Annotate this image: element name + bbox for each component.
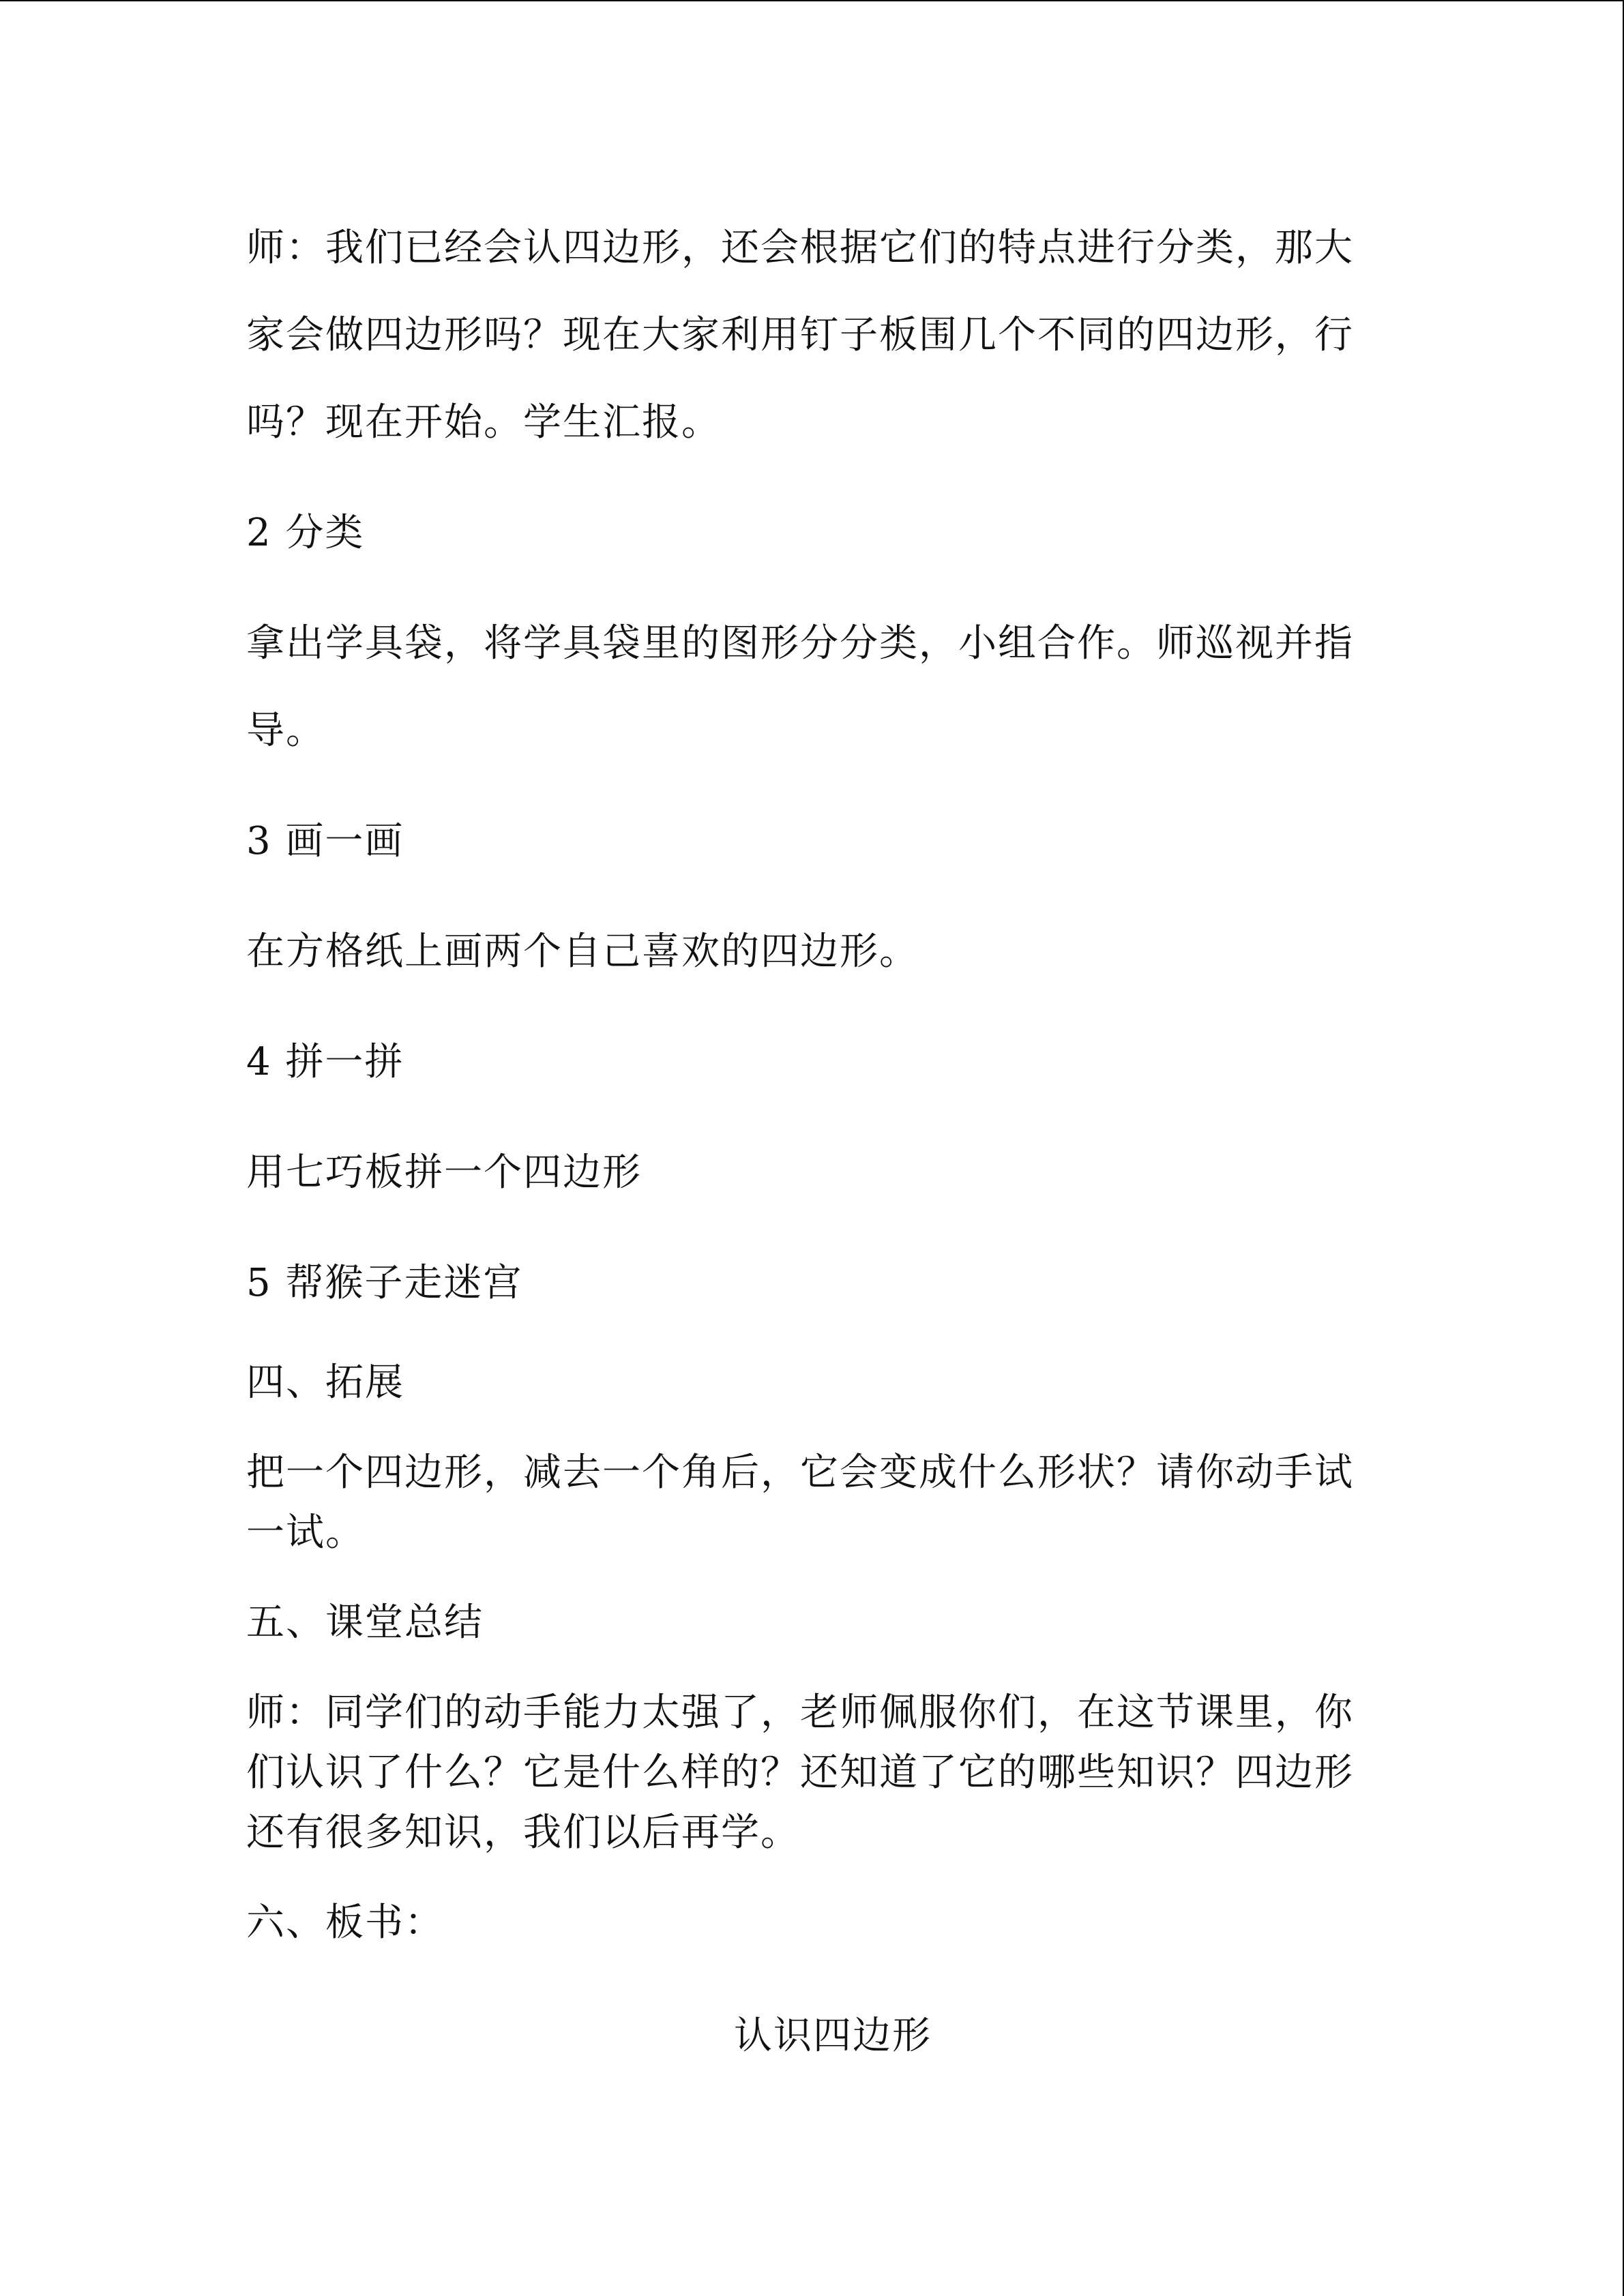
heading-classify: 2 分类 <box>246 511 365 555</box>
paragraph-draw: 在方格纸上画两个自己喜欢的四边形。 <box>246 929 919 974</box>
paragraph-teacher-intro: 师：我们已经会认四边形，还会根据它们的特点进行分类，那大家会做四边形吗？现在大家利用钉子板围几个不同的四边形，行吗？现在开始。学生汇报。 <box>246 226 1354 445</box>
paragraph-summary: 师：同学们的动手能力太强了，老师佩服你们，在这节课里，你们认识了什么？它是什么样的？还知道了它的哪些知识？四边形还有很多知识，我们以后再学。 <box>246 1690 1354 1855</box>
heading-draw: 3 画一画 <box>246 819 404 863</box>
heading-assemble: 4 拼一拼 <box>246 1040 404 1084</box>
paragraph-classify: 拿出学具袋，将学具袋里的图形分分类，小组合作。师巡视并指导。 <box>246 621 1354 753</box>
paragraph-assemble: 用七巧板拼一个四边形 <box>246 1150 642 1195</box>
heading-extension: 四、拓展 <box>246 1360 404 1405</box>
document-body <box>246 205 1365 2076</box>
paragraph-extension: 把一个四边形，减去一个角后，它会变成什么形状？请你动手试一试。 <box>246 1450 1354 1555</box>
heading-summary: 五、课堂总结 <box>246 1600 484 1645</box>
heading-maze: 5 帮猴子走迷宫 <box>246 1261 523 1305</box>
heading-board: 六、板书： <box>246 1900 444 1945</box>
board-title: 认识四边形 <box>734 2014 932 2058</box>
